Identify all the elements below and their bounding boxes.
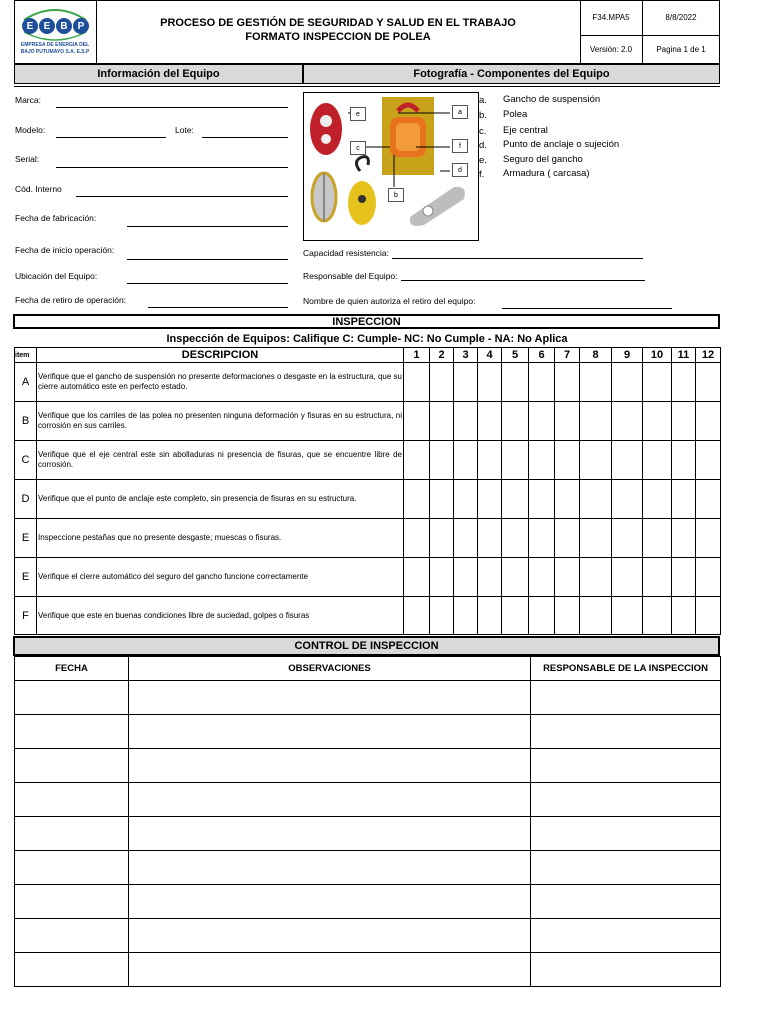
inspection-cell-4[interactable] [478,558,502,597]
inspection-cell-6[interactable] [529,597,555,635]
responsable-equipo-label: Responsable del Equipo: [303,271,398,281]
inspection-cell-7[interactable] [555,558,580,597]
inspection-item-letter: A [15,363,37,402]
column-header-6: 6 [529,348,555,363]
inspection-cell-4[interactable] [478,441,502,480]
inspection-cell-9[interactable] [612,519,643,558]
control-responsable-cell[interactable] [531,681,721,715]
inspection-cell-1[interactable] [404,402,430,441]
observaciones-header: OBSERVACIONES [129,657,531,681]
control-fecha-cell[interactable] [15,715,129,749]
control-responsable-cell[interactable] [531,919,721,953]
photo-tag-e: e [350,107,366,121]
control-row [15,749,721,783]
inspection-cell-6[interactable] [529,402,555,441]
control-fecha-cell[interactable] [15,953,129,987]
inspection-item-description: Verifique que este en buenas condiciones libre de suciedad, golpes o fisuras [37,597,404,635]
inspection-cell-2[interactable] [430,558,454,597]
column-header-4: 4 [478,348,502,363]
component-text-b: Polea [503,109,528,120]
control-responsable-cell[interactable] [531,885,721,919]
control-fecha-cell[interactable] [15,885,129,919]
marca-label: Marca: [15,95,41,105]
inspection-cell-5[interactable] [502,480,529,519]
inspection-cell-2[interactable] [430,480,454,519]
control-observaciones-cell[interactable] [129,681,531,715]
control-fecha-cell[interactable] [15,749,129,783]
control-title: CONTROL DE INSPECCION [294,640,439,652]
control-fecha-cell[interactable] [15,817,129,851]
inspection-cell-4[interactable] [478,519,502,558]
control-row [15,715,721,749]
inspection-cell-9[interactable] [612,402,643,441]
inspection-cell-7[interactable] [555,402,580,441]
photo-tag-d: d [452,163,468,177]
inspection-cell-1[interactable] [404,480,430,519]
column-header-11: 11 [672,348,696,363]
photo-tag-a: a [452,105,468,119]
fecha-fabricacion-field[interactable] [127,226,288,227]
control-row [15,783,721,817]
inspection-cell-11[interactable] [672,363,696,402]
inspection-cell-10[interactable] [643,480,672,519]
inspection-cell-8[interactable] [580,558,612,597]
inspection-cell-12[interactable] [696,597,721,635]
modelo-field[interactable] [56,137,166,138]
inspection-cell-3[interactable] [454,519,478,558]
modelo-label: Modelo: [15,125,46,135]
inspection-cell-4[interactable] [478,597,502,635]
component-letter-b: b. [479,110,487,121]
item-header: item [15,348,37,363]
inspection-item-description: Verifique el cierre automático del seguro del gancho funcione correctamente [37,558,404,597]
inspection-cell-12[interactable] [696,363,721,402]
inspection-item-description: Verifique que los carriles de las polea no presenten ninguna deformación y fisuras en su estructura, ni corrosión en sus carriles. [37,402,404,441]
column-header-3: 3 [454,348,478,363]
control-header-row [15,657,721,681]
fecha-fabricacion-label: Fecha de fabricación: [15,213,97,223]
inspection-cell-4[interactable] [478,363,502,402]
capacidad-label: Capacidad resistencia: [303,248,389,258]
inspection-row [15,441,721,480]
control-observaciones-cell[interactable] [129,851,531,885]
inspection-cell-5[interactable] [502,558,529,597]
serial-label: Serial: [15,154,40,164]
inspection-cell-6[interactable] [529,519,555,558]
control-row [15,953,721,987]
cod-interno-field[interactable] [76,196,288,197]
control-row [15,885,721,919]
inspection-cell-9[interactable] [612,558,643,597]
inspection-cell-11[interactable] [672,402,696,441]
document-page: Pagina 1 de 1 [656,45,706,54]
inspection-cell-12[interactable] [696,402,721,441]
equipment-photo [303,92,479,241]
inspection-cell-10[interactable] [643,597,672,635]
inspection-cell-1[interactable] [404,597,430,635]
inspection-row [15,363,721,402]
inspection-cell-5[interactable] [502,519,529,558]
component-text-d: Punto de anclaje o sujeción [503,139,620,150]
column-header-1: 1 [404,348,430,363]
inspection-cell-11[interactable] [672,441,696,480]
document-title-line1: PROCESO DE GESTIÓN DE SEGURIDAD Y SALUD EN EL TRABAJO [160,17,516,29]
inspection-cell-9[interactable] [612,597,643,635]
inspection-cell-11[interactable] [672,597,696,635]
inspection-item-letter: C [15,441,37,480]
inspection-cell-4[interactable] [478,480,502,519]
photo-tag-b: b [388,188,404,202]
inspection-cell-3[interactable] [454,441,478,480]
control-row [15,851,721,885]
description-header: DESCRIPCION [37,348,404,363]
control-observaciones-cell[interactable] [129,783,531,817]
control-responsable-cell[interactable] [531,817,721,851]
inspection-item-letter: D [15,480,37,519]
inspection-cell-3[interactable] [454,558,478,597]
inspection-cell-7[interactable] [555,597,580,635]
inspection-subtitle: Inspección de Equipos: Califique C: Cumple- NC: No Cumple - NA: No Aplica [166,332,568,345]
column-header-12: 12 [696,348,721,363]
inspection-cell-4[interactable] [478,402,502,441]
inspection-cell-5[interactable] [502,363,529,402]
inspection-cell-3[interactable] [454,402,478,441]
inspection-cell-7[interactable] [555,363,580,402]
column-header-2: 2 [430,348,454,363]
inspection-cell-11[interactable] [672,480,696,519]
inspection-cell-3[interactable] [454,480,478,519]
inspection-cell-8[interactable] [580,441,612,480]
inspection-cell-2[interactable] [430,441,454,480]
inspection-cell-8[interactable] [580,597,612,635]
inspection-table [14,347,721,635]
logo-letter-4: P [77,20,85,32]
inspection-cell-9[interactable] [612,441,643,480]
inspection-cell-7[interactable] [555,480,580,519]
control-observaciones-cell[interactable] [129,749,531,783]
inspection-cell-7[interactable] [555,441,580,480]
inspection-row [15,558,721,597]
component-letter-c: c. [479,126,487,137]
equipment-info-header [14,64,303,84]
inspection-cell-8[interactable] [580,402,612,441]
inspection-cell-1[interactable] [404,363,430,402]
document-date: 8/8/2022 [665,13,697,22]
inspection-item-letter: E [15,519,37,558]
column-header-8: 8 [580,348,612,363]
inspection-cell-5[interactable] [502,597,529,635]
inspection-cell-9[interactable] [612,480,643,519]
inspection-cell-5[interactable] [502,402,529,441]
control-row [15,681,721,715]
serial-field[interactable] [56,167,288,168]
fecha-inicio-label: Fecha de inicio operación: [15,245,115,255]
inspection-row [15,519,721,558]
document-version: Versión: 2.0 [589,45,633,54]
lote-label: Lote: [175,125,194,135]
inspection-item-description: Inspeccione pestañas que no presente desgaste; muescas o fisuras. [37,519,404,558]
control-responsable-cell[interactable] [531,783,721,817]
capacidad-field[interactable] [392,258,643,259]
control-observaciones-cell[interactable] [129,885,531,919]
inspection-section-header [13,314,720,329]
inspection-cell-10[interactable] [643,519,672,558]
control-row [15,919,721,953]
photo-tag-f: f [452,139,468,153]
control-observaciones-cell[interactable] [129,715,531,749]
inspection-cell-6[interactable] [529,558,555,597]
control-responsable-cell[interactable] [531,953,721,987]
component-letter-d: d. [479,140,487,151]
inspection-cell-1[interactable] [404,558,430,597]
inspection-cell-8[interactable] [580,480,612,519]
photo-tag-c: c [350,141,366,155]
logo-text-line2: BAJO PUTUMAYO S.A. E.S.P [20,49,90,55]
inspection-cell-6[interactable] [529,441,555,480]
ubicacion-field[interactable] [127,283,288,284]
inspection-cell-6[interactable] [529,363,555,402]
control-fecha-cell[interactable] [15,681,129,715]
logo-letter-1: E [26,20,34,32]
inspection-title: INSPECCION [332,315,401,328]
logo-letter-3: B [60,20,68,32]
inspection-header-row [15,348,721,363]
control-fecha-cell[interactable] [15,851,129,885]
component-letter-f: f. [479,169,485,180]
inspection-cell-11[interactable] [672,558,696,597]
control-observaciones-cell[interactable] [129,919,531,953]
inspection-item-description: Verifique que el eje central este sin abolladuras ni presencia de fisuras, que se encuentre libre de corrosión. [37,441,404,480]
responsable-equipo-field[interactable] [401,280,645,281]
ubicacion-label: Ubicación del Equipo: [15,271,98,281]
inspection-cell-10[interactable] [643,402,672,441]
inspection-cell-1[interactable] [404,441,430,480]
inspection-cell-8[interactable] [580,363,612,402]
inspection-cell-7[interactable] [555,519,580,558]
marca-field[interactable] [56,107,288,108]
inspection-cell-12[interactable] [696,519,721,558]
lote-field[interactable] [202,137,288,138]
inspection-item-letter: B [15,402,37,441]
inspection-cell-2[interactable] [430,519,454,558]
inspection-cell-2[interactable] [430,597,454,635]
inspection-row [15,402,721,441]
inspection-cell-12[interactable] [696,558,721,597]
fecha-retiro-field[interactable] [148,307,288,308]
inspection-cell-1[interactable] [404,519,430,558]
control-responsable-cell[interactable] [531,749,721,783]
inspection-item-letter: F [15,597,37,635]
inspection-cell-10[interactable] [643,363,672,402]
control-fecha-cell[interactable] [15,919,129,953]
responsable-inspeccion-header: RESPONSABLE DE LA INSPECCION [531,657,721,681]
inspection-item-description: Verifique que el gancho de suspensión no presente deformaciones o desgaste en la estructura, que su cierre automático este en perfecto estado. [37,363,404,402]
inspection-cell-10[interactable] [643,558,672,597]
column-header-7: 7 [555,348,580,363]
inspection-cell-2[interactable] [430,363,454,402]
inspection-cell-9[interactable] [612,363,643,402]
component-letter-e: e. [479,155,487,166]
control-table [14,656,721,987]
inspection-item-letter: E [15,558,37,597]
inspection-cell-12[interactable] [696,480,721,519]
column-header-10: 10 [643,348,672,363]
control-row [15,817,721,851]
component-letter-a: a. [479,95,487,106]
inspection-cell-2[interactable] [430,402,454,441]
photo-section-title: Fotografía - Componentes del Equipo [413,68,610,80]
control-observaciones-cell[interactable] [129,817,531,851]
fecha-inicio-field[interactable] [127,259,288,260]
inspection-row [15,480,721,519]
column-header-5: 5 [502,348,529,363]
document-title-line2: FORMATO INSPECCION DE POLEA [245,31,431,43]
inspection-cell-6[interactable] [529,480,555,519]
inspection-item-description: Verifique que el punto de anclaje este completo, sin presencia de fisuras en su estructura. [37,480,404,519]
column-header-9: 9 [612,348,643,363]
inspection-cell-5[interactable] [502,441,529,480]
inspection-cell-12[interactable] [696,441,721,480]
fecha-retiro-label: Fecha de retiro de operación: [15,295,127,305]
inspection-cell-11[interactable] [672,519,696,558]
control-fecha-cell[interactable] [15,783,129,817]
inspection-cell-3[interactable] [454,363,478,402]
autoriza-retiro-label: Nombre de quien autoriza el retiro del equipo: [303,296,476,306]
company-logo [18,4,92,60]
inspection-cell-3[interactable] [454,597,478,635]
equipment-info-title: Información del Equipo [97,68,220,80]
logo-letter-2: E [43,20,51,32]
control-observaciones-cell[interactable] [129,953,531,987]
logo-text-line1: EMPRESA DE ENERGIA DEL [20,42,90,48]
inspection-cell-10[interactable] [643,441,672,480]
component-text-f: Armadura ( carcasa) [503,168,590,179]
component-text-e: Seguro del gancho [503,154,583,165]
document-code: F34.MPA5 [592,13,630,22]
component-text-c: Eje central [503,125,548,136]
control-responsable-cell[interactable] [531,715,721,749]
photo-section-header [303,64,720,84]
control-responsable-cell[interactable] [531,851,721,885]
inspection-row [15,597,721,635]
autoriza-retiro-field[interactable] [502,308,672,309]
component-text-a: Gancho de suspensión [503,94,601,105]
control-section-header [13,636,720,656]
fecha-header: FECHA [15,657,129,681]
cod-interno-label: Cód. Interno [15,184,62,194]
inspection-cell-8[interactable] [580,519,612,558]
